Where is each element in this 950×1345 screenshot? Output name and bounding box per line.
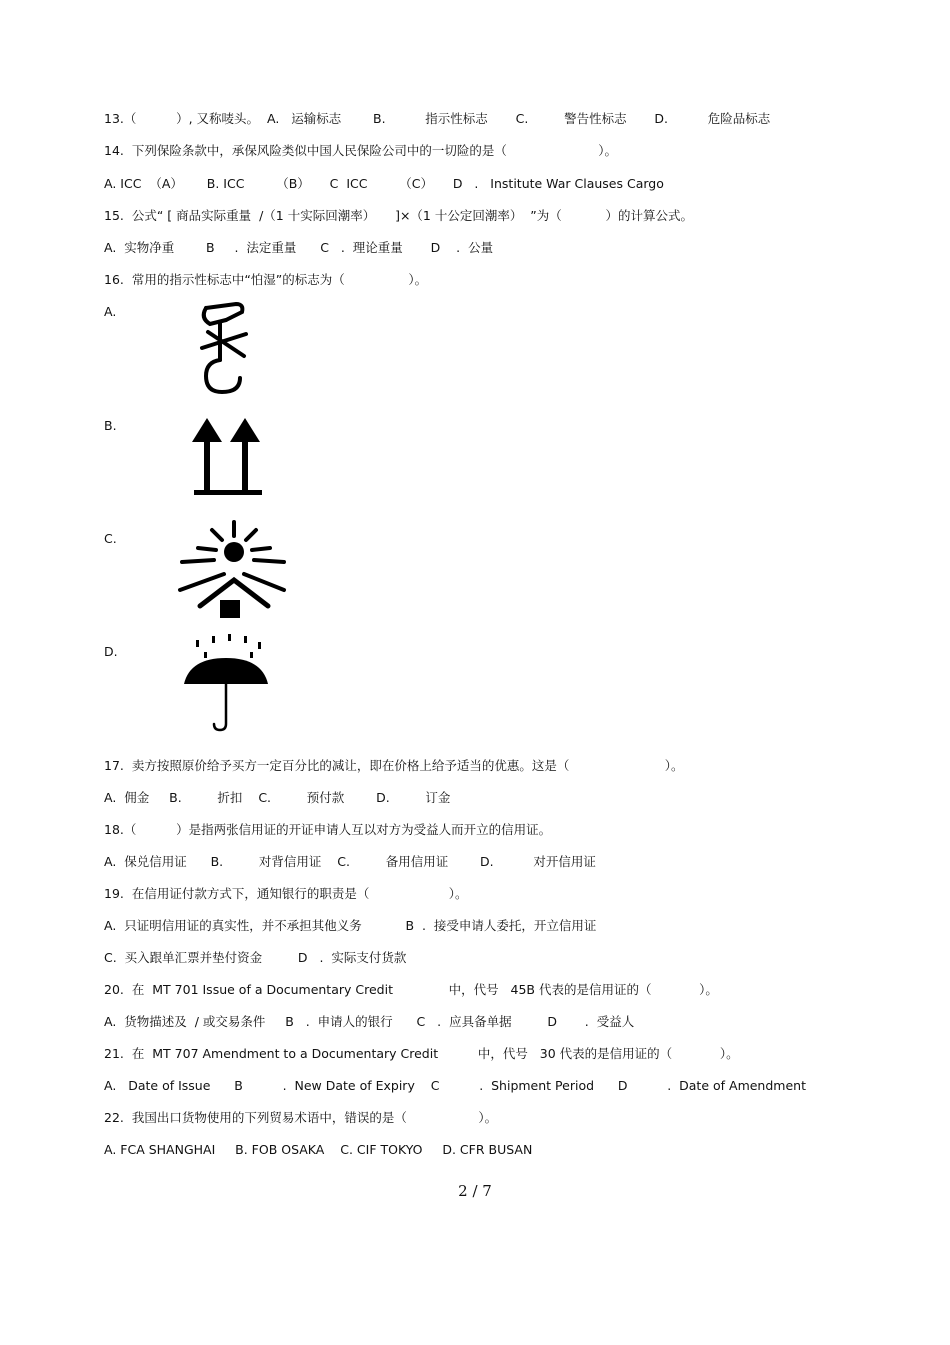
option-b-label: B. xyxy=(104,418,117,433)
question-13: 13.（ ）, 又称唛头。 A. 运输标志 B. 指示性标志 C. 警告性标志 D. 危险品标志 xyxy=(104,111,771,126)
keep-dry-umbrella-icon xyxy=(180,630,272,734)
question-21: 21. 在 MT 707 Amendment to a Documentary Credit 中，代号 30 代表的是信用证的（ ）。 xyxy=(104,1046,739,1061)
question-20: 20. 在 MT 701 Issue of a Documentary Credit 中，代号 45B 代表的是信用证的（ ）。 xyxy=(104,982,718,997)
question-20-options: A. 货物描述及 / 或交易条件 B . 申请人的银行 C . 应具备单据 D . 受益人 xyxy=(104,1014,635,1029)
question-14-options: A. ICC （A） B. ICC （B） C ICC （C） D . Institute War Clauses Cargo xyxy=(104,176,664,191)
keep-away-from-heat-icon xyxy=(176,518,288,622)
question-19-options-2: C. 买入跟单汇票并垫付资金 D . 实际支付货款 xyxy=(104,950,407,965)
question-16: 16. 常用的指示性标志中“怕湿”的标志为（ ）。 xyxy=(104,272,428,287)
question-18: 18.（ ）是指两张信用证的开证申请人互以对方为受益人而开立的信用证。 xyxy=(104,822,552,837)
option-d-label: D. xyxy=(104,644,118,659)
option-c-label: C. xyxy=(104,531,117,546)
page-number: 2 / 7 xyxy=(458,1182,492,1200)
question-17-options: A. 佣金 B. 折扣 C. 预付款 D. 订金 xyxy=(104,790,451,805)
question-14: 14. 下列保险条款中，承保风险类似中国人民保险公司中的一切险的是（ ）。 xyxy=(104,143,617,158)
question-19: 19. 在信用证付款方式下，通知银行的职责是（ ）。 xyxy=(104,886,468,901)
question-17: 17. 卖方按照原价给予买方一定百分比的减让，即在价格上给予适当的优惠。这是（ ）。 xyxy=(104,758,684,773)
question-19-options-1: A. 只证明信用证的真实性，并不承担其他义务 B . 接受申请人委托，开立信用证 xyxy=(104,918,597,933)
question-22-options: A. FCA SHANGHAI B. FOB OSAKA C. CIF TOKYO D. CFR BUSAN xyxy=(104,1142,533,1157)
question-21-options: A. Date of Issue B . New Date of Expiry C . Shipment Period D . Date of Amendment xyxy=(104,1078,806,1093)
question-15: 15. 公式“ [ 商品实际重量 /（1 十实际回潮率） ]×（1 十公定回潮率） ”为（ ）的计算公式。 xyxy=(104,208,693,223)
this-way-up-arrows-icon xyxy=(190,414,266,500)
question-22: 22. 我国出口货物使用的下列贸易术语中，错误的是（ ）。 xyxy=(104,1110,498,1125)
question-15-options: A. 实物净重 B . 法定重量 C . 理论重量 D . 公量 xyxy=(104,240,494,255)
question-18-options: A. 保兑信用证 B. 对背信用证 C. 备用信用证 D. 对开信用证 xyxy=(104,854,596,869)
handle-with-hook-prohibited-icon xyxy=(196,298,252,398)
option-a-label: A. xyxy=(104,304,117,319)
